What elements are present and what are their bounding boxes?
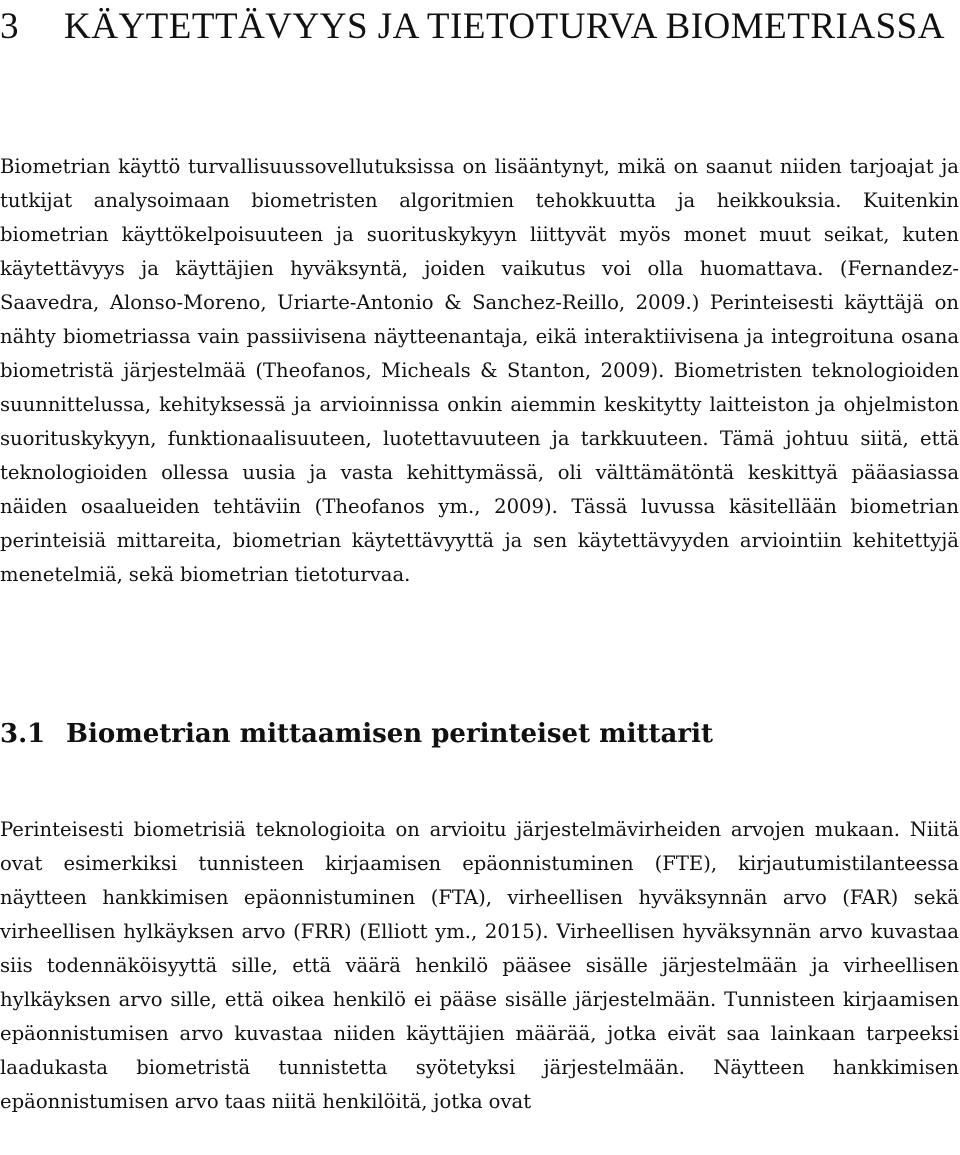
paragraph-intro: Biometrian käyttö turvallisuussovellutuksissa on lisääntynyt, mikä on saanut niiden tarjoajat ja tutkijat analysoimaan biometristen algoritmien tehokkuutta ja heikkouksia. Kuitenkin biometrian käyttökelpoisuuteen ja suorituskykyyn liittyvät myös monet muut seikat, kuten käytettävyys ja käyttäjien hyväksyntä, joiden vaikutus voi olla huomattava. (Fernandez-Saavedra, Alonso-Moreno, Uriarte-Antonio & Sanchez-Reillo, 2009.) Perinteisesti käyttäjä on nähty biometriassa vain passiivisena näytteenantaja, eikä interaktiivisena ja integroituna osana biometristä järjestelmää (Theofanos, Micheals & Stanton, 2009). Biometristen teknologioiden suunnittelussa, kehityksessä ja arvioinnissa onkin aiemmin keskitytty laitteiston ja ohjelmiston suorituskykyyn, funktionaalisuuteen, luotettavuuteen ja tarkkuuteen. Tämä johtuu siitä, että teknologioiden ollessa uusia ja vasta kehittymässä, oli välttämätöntä keskittyä pääasiassa näiden osaalueiden tehtäviin (Theofanos ym., 2009). Tässä luvussa käsitellään biometrian perinteisiä mittareita, biometrian käytettävyyttä ja sen käytettävyyden arviointiin kehitettyjä menetelmiä, sekä biometrian tietoturvaa. [0, 155, 959, 586]
section-heading [0, 714, 713, 754]
chapter-number: 3 [0, 6, 19, 47]
chapter-title: KÄYTETTÄVYYS JA TIETOTURVA BIOMETRIASSA [64, 6, 945, 47]
section-number: 3.1 [0, 719, 46, 749]
chapter-heading [0, 4, 960, 50]
paragraph-metrics: Perinteisesti biometrisiä teknologioita on arvioitu järjestelmävirheiden arvojen mukaan. Niitä ovat esimerkiksi tunnisteen kirjaamisen epäonnistuminen (FTE), kirjautumistilanteessa näytteen hankkimisen epäonnistuminen (FTA), virheellisen hyväksynnän arvo (FAR) sekä virheellisen hylkäyksen arvo (FRR) (Elliott ym., 2015). Virheellisen hyväksynnän arvo kuvastaa siis todennäköisyyttä sille, että väärä henkilö pääsee sisälle järjestelmään ja virheellisen hylkäyksen arvo sille, että oikea henkilö ei pääse sisälle järjestelmään. Tunnisteen kirjaamisen epäonnistumisen arvo kuvastaa niiden käyttäjien määrää, jotka eivät saa lainkaan tarpeeksi laadukasta biometristä tunnistetta syötetyksi järjestelmään. Näytteen hankkimisen epäonnistumisen arvo taas niitä henkilöitä, jotka ovat [0, 818, 959, 1113]
section-title: Biometrian mittaamisen perinteiset mittarit [66, 719, 713, 749]
